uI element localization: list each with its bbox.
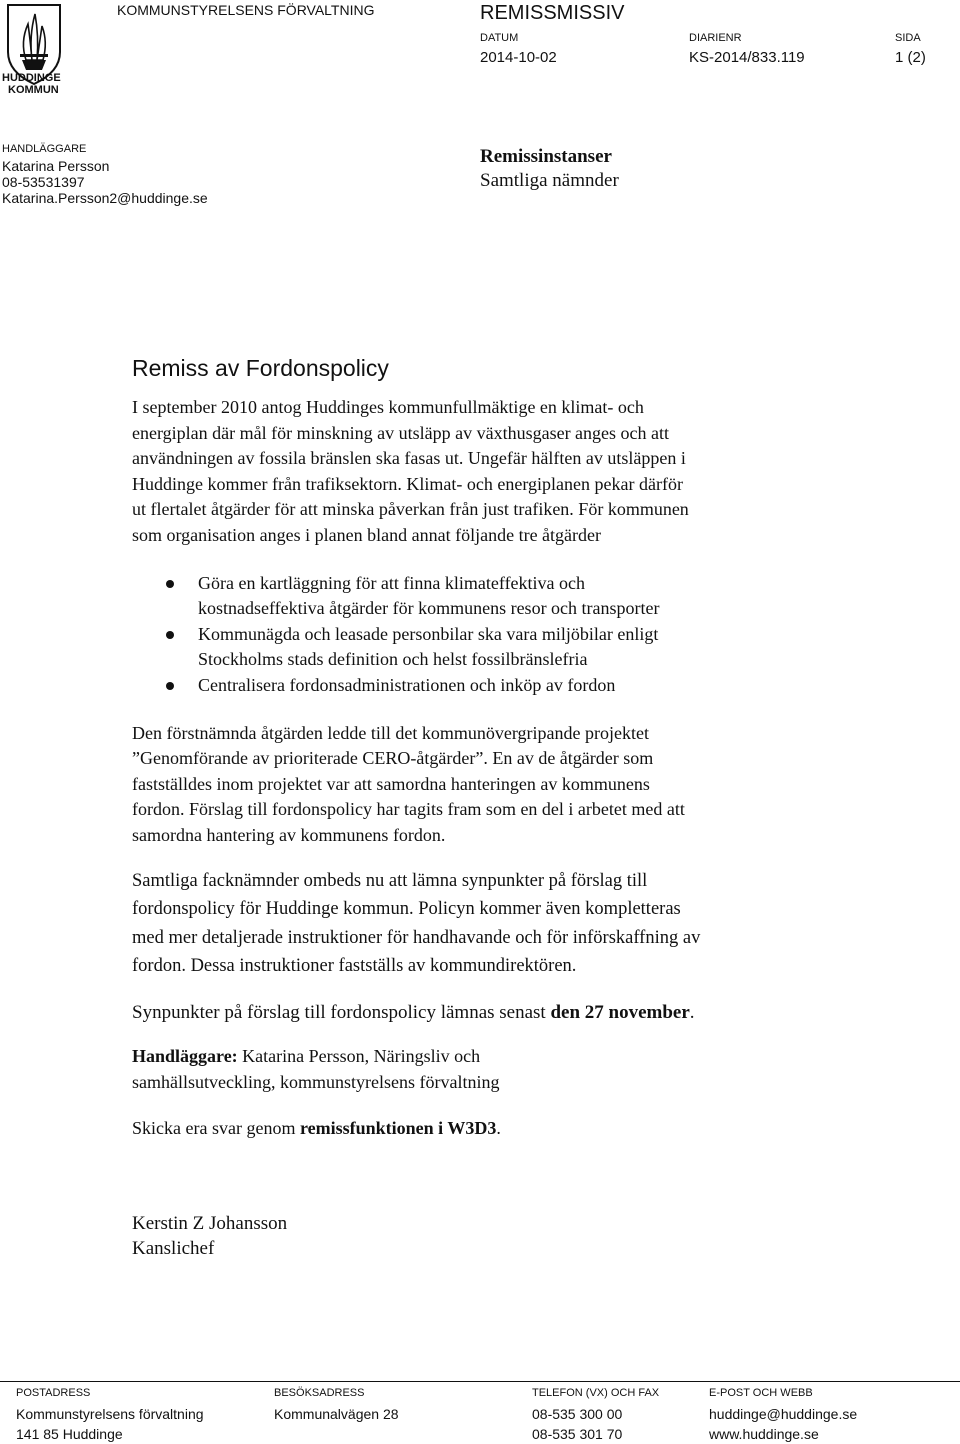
document-type: REMISSMISSIV [480, 2, 625, 24]
footer-divider [0, 1381, 960, 1382]
sender-label: HANDLÄGGARE [2, 143, 87, 155]
document-title: Remiss av Fordonspolicy [132, 355, 389, 381]
intro-line: I september 2010 antog Huddinges kommunfullmäktige en klimat- och [132, 397, 644, 417]
paragraph-line: ”Genomförande av prioriterade CERO-åtgärder”. En av de åtgärder som [132, 748, 654, 769]
recipients-block [480, 145, 619, 193]
huddinge-logo [2, 2, 66, 100]
phone-label: TELEFON (VX) OCH FAX [532, 1387, 660, 1399]
bullet-icon [166, 580, 174, 588]
date-value: 2014-10-02 [480, 49, 557, 66]
paragraph-line: Den förstnämnda åtgärden ledde till det kommunövergripande projektet [132, 722, 650, 743]
intro-line: användningen av fossila bränslen ska fasas ut. Ungefär hälften av utsläppen i [132, 448, 686, 469]
page-value: 1 (2) [895, 49, 926, 66]
bullet-icon [166, 631, 174, 639]
deadline-suffix: . [689, 1001, 695, 1023]
list-item [198, 571, 822, 622]
measures-list [132, 571, 822, 699]
postal-line-1: Kommunstyrelsens förvaltning [16, 1406, 204, 1422]
signature-name: Kerstin Z Johansson [132, 1213, 288, 1234]
footer-postal [16, 1386, 204, 1444]
intro-line: ut flertalet åtgärder för att minska påverkan från just trafiken. För kommunen [132, 499, 689, 520]
document-body [132, 355, 822, 1141]
paragraph-line: Samtliga facknämnder ombeds nu att lämna synpunkter på förslag till [132, 870, 648, 891]
visit-line-1: Kommunalvägen 28 [274, 1406, 399, 1422]
reply-text: Skicka era svar genom [132, 1117, 300, 1138]
date-label: DATUM [480, 32, 519, 44]
paragraph-line: samordna hantering av kommunens fordon. [132, 824, 446, 845]
visit-label: BESÖKSADRESS [274, 1387, 365, 1399]
paragraph-line: fordonspolicy för Huddinge kommun. Policyn kommer även kompletteras [132, 899, 681, 919]
list-item-line: Kommunägda och leasade personbilar ska vara miljöbilar enligt [198, 623, 659, 644]
registration-value: KS-2014/833.119 [689, 49, 805, 66]
sender-email: Katarina.Persson2@huddinge.se [2, 190, 208, 206]
list-item [198, 673, 822, 699]
fax-line: 08-535 301 70 [532, 1426, 623, 1442]
footer-phone [532, 1386, 659, 1444]
sender-name: Katarina Persson [2, 158, 110, 174]
handler-line-1: Katarina Persson, Näringsliv och [237, 1045, 481, 1066]
logo-text-2: KOMMUN [8, 84, 59, 96]
reply-channel: remissfunktionen i W3D3 [299, 1117, 497, 1138]
paragraph-line: fordon. Dessa instruktioner fastställs av kommundirektören. [132, 956, 577, 976]
list-item [198, 622, 822, 673]
postal-line-2: 141 85 Huddinge [16, 1426, 123, 1442]
bullet-icon [166, 682, 174, 690]
intro-line: energiplan där mål för minskning av utsläpp av växthusgaser anges och att [132, 422, 670, 443]
request-paragraph [132, 867, 822, 981]
list-item-line: Göra en kartläggning för att finna klimateffektiva och [198, 572, 586, 593]
list-item-line: kostnadseffektiva åtgärder för kommunens resor och transporter [198, 598, 660, 619]
reply-line [132, 1115, 822, 1141]
footer-web [709, 1386, 857, 1444]
page-label: SIDA [895, 32, 921, 44]
handler-block [132, 1043, 822, 1095]
reply-suffix: . [496, 1117, 501, 1138]
list-item-line: Stockholms stads definition och helst fossilbränslefria [198, 649, 588, 670]
website-link[interactable]: www.huddinge.se [709, 1426, 819, 1442]
postal-label: POSTADRESS [16, 1387, 91, 1399]
deadline-line [132, 999, 822, 1027]
intro-line: som organisation anges i planen bland annat följande tre åtgärder [132, 524, 602, 545]
sender-phone: 08-53531397 [2, 174, 85, 190]
footer-visit [274, 1386, 399, 1424]
recipients-line: Samtliga nämnder [480, 170, 619, 191]
handler-line-2: samhällsutveckling, kommunstyrelsens förvaltning [132, 1071, 500, 1092]
email-link[interactable]: huddinge@huddinge.se [709, 1406, 858, 1422]
signature-title: Kanslichef [132, 1238, 215, 1259]
intro-paragraph [132, 395, 822, 549]
list-item-line: Centralisera fordonsadministrationen och inköp av fordon [198, 674, 616, 695]
paragraph-line: fordon. Förslag till fordonspolicy har tagits fram som en del i arbetet med att [132, 799, 685, 820]
paragraph-line: fastställdes inom projektet var att samordna hanteringen av kommunens [132, 773, 650, 794]
recipients-title: Remissinstanser [480, 146, 612, 167]
sender-block [2, 142, 208, 206]
phone-line-1: 08-535 300 00 [532, 1406, 623, 1422]
organization-name: KOMMUNSTYRELSENS FÖRVALTNING [117, 2, 375, 18]
web-label: E-POST OCH WEBB [709, 1387, 813, 1399]
registration-label: DIARIENR [689, 32, 742, 44]
paragraph-line: med mer detaljerade instruktioner för handhavande och för införskaffning av [132, 927, 701, 948]
logo-text-1: HUDDINGE [2, 72, 61, 84]
handler-label: Handläggare: [132, 1045, 238, 1066]
signature-block [132, 1211, 287, 1261]
intro-line: Huddinge kommer från trafiksektorn. Klimat- och energiplanen pekar därför [132, 473, 683, 494]
deadline-text: Synpunkter på förslag till fordonspolicy lämnas senast [132, 1001, 551, 1023]
project-paragraph [132, 721, 822, 849]
deadline-date: den 27 november [550, 1001, 690, 1023]
